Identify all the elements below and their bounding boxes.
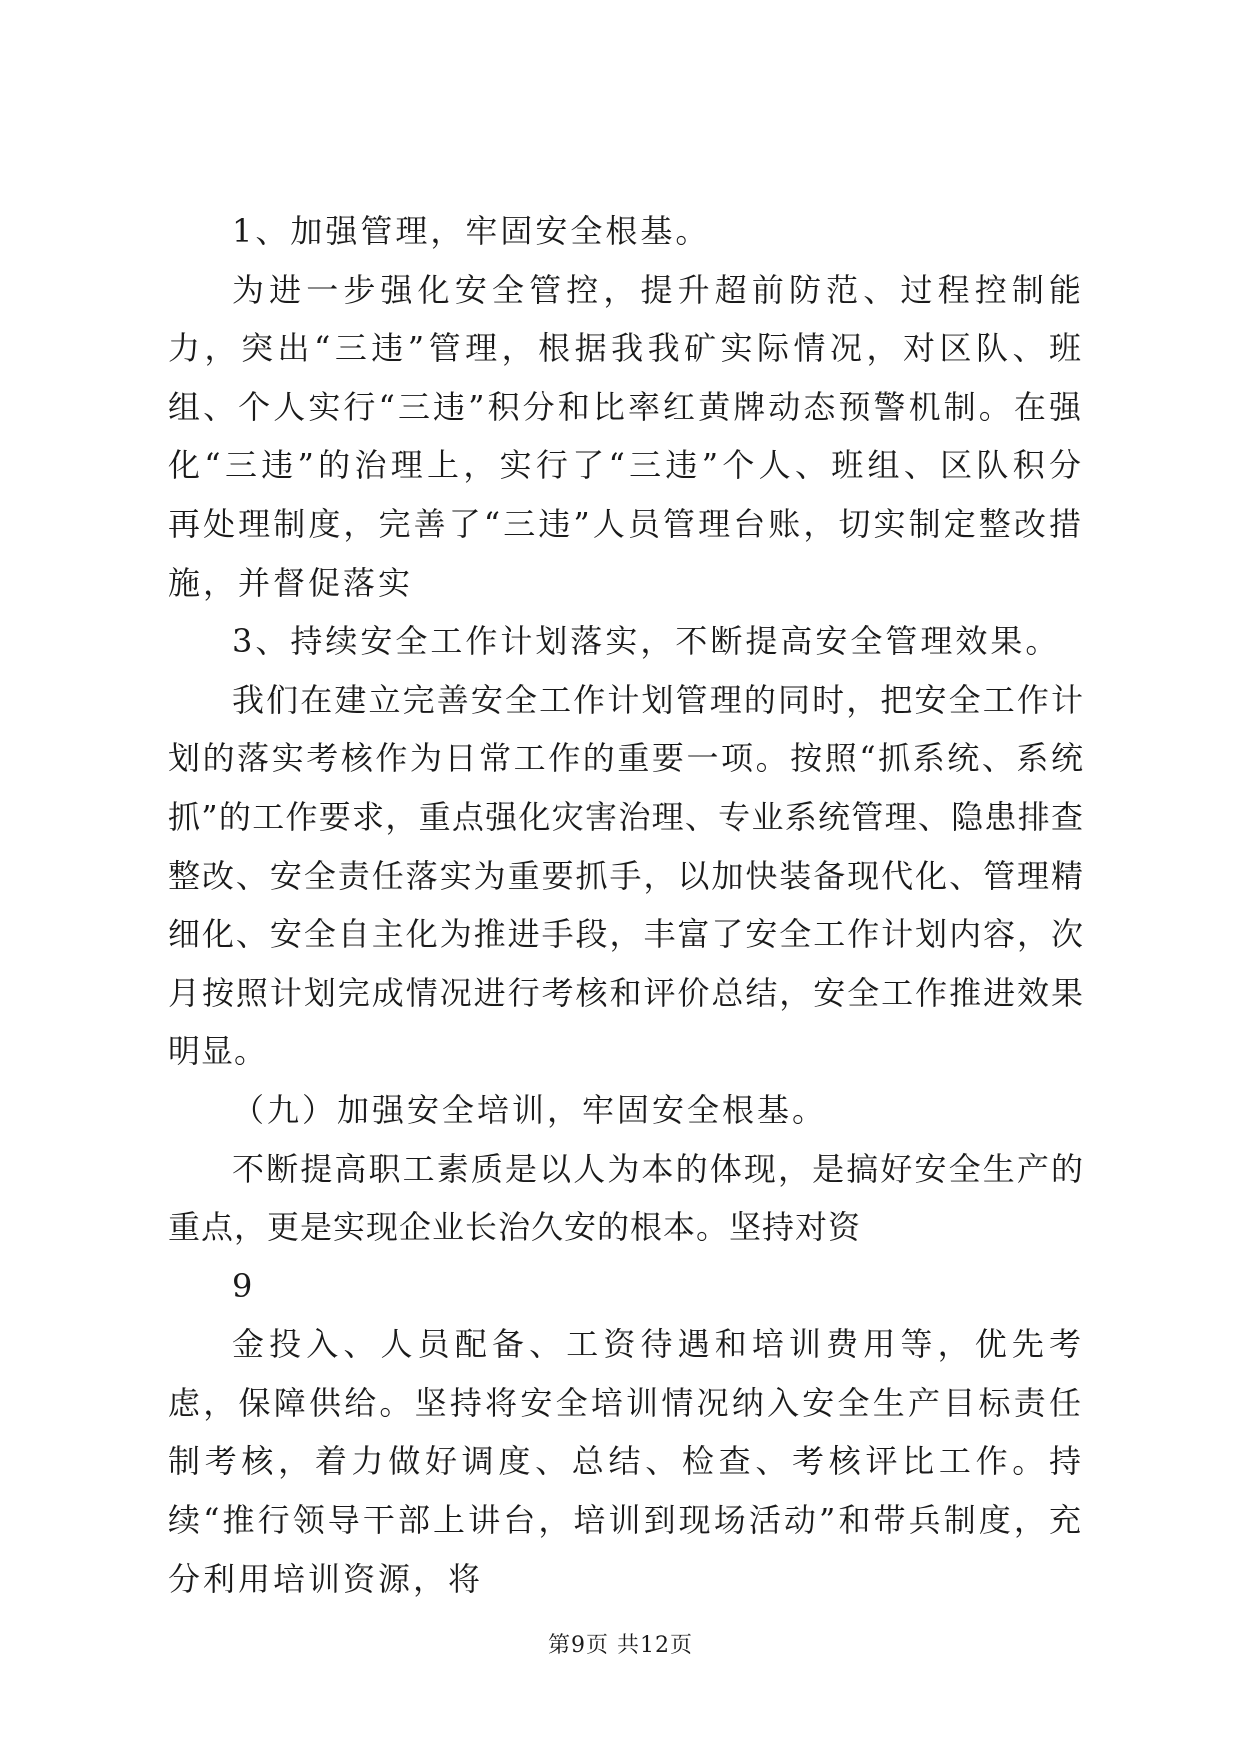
paragraph-work-plan-assessment: 我们在建立完善安全工作计划管理的同时，把安全工作计划的落实考核作为日常工作的重要一项。按照“抓系统、系统抓”的工作要求，重点强化灾害治理、专业系统管理、隐患排查整改、安全责任落实为重要抓手，以加快装备现代化、管理精细化、安全自主化为推进手段，丰富了安全工作计划内容，次月按照计划完成情况进行考核和评价总结，安全工作推进效果明显。 bbox=[168, 680, 1084, 1071]
paragraph-training-investment: 金投入、人员配备、工资待遇和培训费用等，优先考虑，保障供给。坚持将安全培训情况纳入安全生产目标责任制考核，着力做好调度、总结、检查、考核评比工作。持续“推行领导干部上讲台，培训到现场活动”和带兵制度，充分利用培训资源，将 bbox=[168, 1325, 1084, 1598]
paragraph-staff-quality: 不断提高职工素质是以人为本的体现，是搞好安全生产的重点，更是实现企业长治久安的根本。坚持对资 bbox=[168, 1149, 1084, 1247]
page-footer: 第9页 共12页 bbox=[548, 1633, 693, 1658]
section-heading-work-plan: 3、持续安全工作计划落实，不断提高安全管理效果。 bbox=[232, 622, 1061, 661]
section-heading-safety-training: （九）加强安全培训，牢固安全根基。 bbox=[232, 1090, 828, 1129]
paragraph-three-violations-management: 为进一步强化安全管控，提升超前防范、过程控制能力，突出“三违”管理，根据我我矿实际情况，对区队、班组、个人实行“三违”积分和比率红黄牌动态预警机制。在强化“三违”的治理上，实行了“三违”个人、班组、区队积分再处理制度，完善了“三违”人员管理台账，切实制定整改措施，并督促落实 bbox=[168, 270, 1084, 602]
inline-page-number: 9 bbox=[232, 1266, 256, 1305]
section-heading-strengthen-management: 1、加强管理，牢固安全根基。 bbox=[232, 212, 711, 250]
document-body bbox=[168, 202, 1084, 1608]
